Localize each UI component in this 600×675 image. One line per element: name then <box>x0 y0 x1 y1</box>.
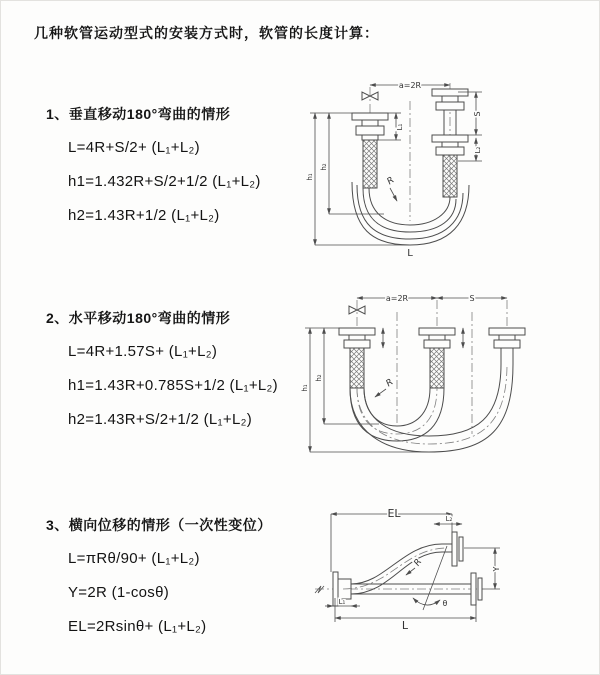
dim-label-l1: L₁ <box>396 123 404 131</box>
formula-line: h2=1.43R+1/2 (L₁+L₂) <box>68 207 220 224</box>
diagram-horizontal-180 <box>299 284 594 459</box>
hose-fitting-right <box>489 328 525 364</box>
formula-line: L=4R+S/2+ (L₁+L₂) <box>68 139 200 156</box>
formula-line: h1=1.432R+S/2+1/2 (L₁+L₂) <box>68 173 261 190</box>
dim-label-a2r: a=2R <box>398 81 422 90</box>
leader-line <box>375 389 386 397</box>
leader-line <box>390 188 397 201</box>
break-mark <box>315 586 324 593</box>
radius-label: R <box>384 377 396 390</box>
dim-label-el: EL <box>387 507 401 520</box>
formula-line: Y=2R (1-cosθ) <box>68 584 170 601</box>
dim-label-l: L <box>401 619 409 632</box>
length-label: L <box>407 248 413 258</box>
formula-line: h2=1.43R+S/2+1/2 (L₁+L₂) <box>68 411 253 428</box>
section-heading: 1、垂直移动180°弯曲的情形 <box>46 106 231 122</box>
diagram-lateral-displacement <box>299 494 599 646</box>
diagram-vertical-180 <box>304 71 589 258</box>
flange-top-right <box>442 532 463 566</box>
dim-label-l2: L₂ <box>474 146 482 154</box>
hose-fitting-left <box>339 328 375 388</box>
radius-label: R <box>412 557 425 569</box>
dim-label-h2: h₂ <box>320 163 328 171</box>
hose-fitting-middle <box>419 328 455 388</box>
braided-hose-section <box>430 348 444 388</box>
dim-label-h1: h₁ <box>306 173 314 181</box>
braided-hose-section <box>363 140 377 188</box>
formula-line: L=πRθ/90+ (L₁+L₂) <box>68 550 200 567</box>
angle-label: θ <box>442 599 448 608</box>
dim-label-l1: L₁ <box>338 598 346 606</box>
leader-line <box>406 568 415 575</box>
hose-fitting-right <box>432 83 468 201</box>
braided-hose-section <box>443 155 457 197</box>
radius-label: R <box>385 175 397 188</box>
page-title: 几种软管运动型式的安装方式时，软管的长度计算： <box>34 25 379 41</box>
section-heading: 2、水平移动180°弯曲的情形 <box>46 310 231 326</box>
formula-line: h1=1.43R+0.785S+1/2 (L₁+L₂) <box>68 377 278 394</box>
section-heading: 3、横向位移的情形（一次性变位） <box>46 517 272 533</box>
dim-label-s: S <box>469 294 475 303</box>
dim-label-h1: h₁ <box>301 384 309 392</box>
hose-fitting-left <box>352 113 388 188</box>
dim-label-a2r: a=2R <box>385 294 409 303</box>
section-vertical-180 <box>46 104 316 226</box>
dim-label-s: S <box>473 111 482 117</box>
dim-label-l2: L₂ <box>445 515 453 523</box>
dim-label-y: Y <box>492 566 501 572</box>
formula-line: EL=2Rsinθ+ (L₁+L₂) <box>68 618 207 635</box>
dim-label-h2: h₂ <box>315 374 323 382</box>
section-lateral-displacement <box>46 515 316 637</box>
braided-hose-section <box>350 348 364 388</box>
section-horizontal-180 <box>46 308 316 430</box>
formula-line: L=4R+1.57S+ (L₁+L₂) <box>68 343 218 360</box>
